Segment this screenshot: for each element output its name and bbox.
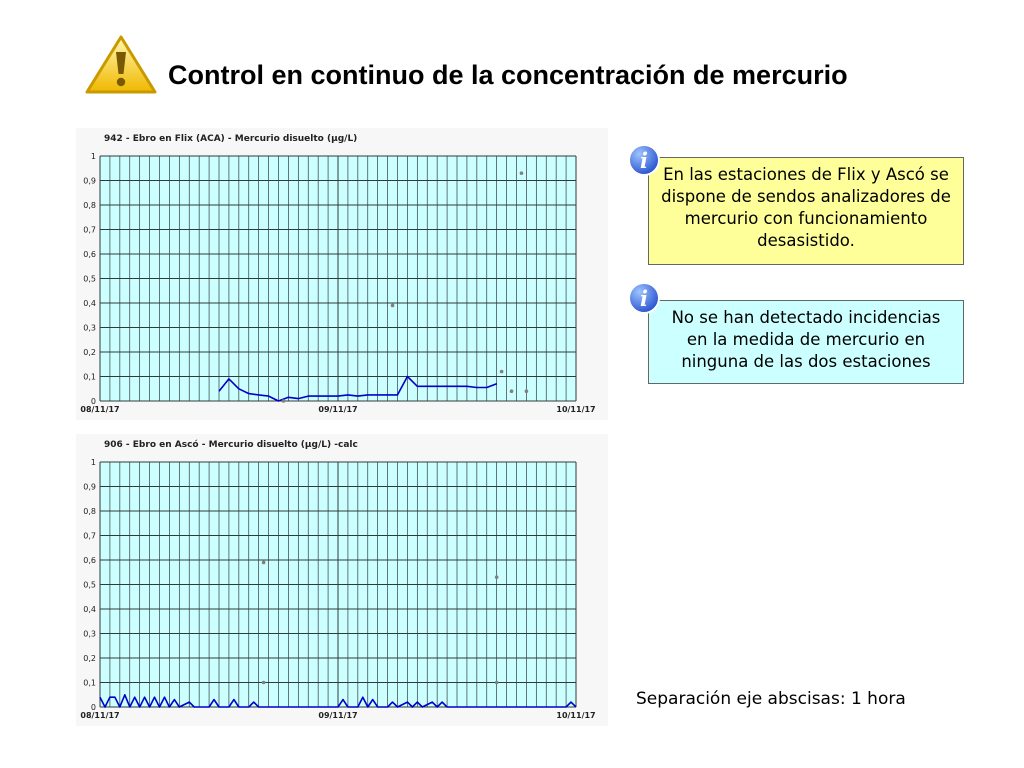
info-icon [627, 143, 661, 177]
chart-title: 942 - Ebro en Flix (ACA) - Mercurio disuelto (µg/L) [104, 134, 358, 144]
chart-asco [76, 434, 608, 726]
y-tick-label: 0,2 [83, 348, 96, 357]
data-point [282, 399, 286, 403]
y-tick-label: 0,1 [83, 678, 96, 688]
data-point [262, 561, 266, 565]
x-tick-label: 08/11/17 [80, 405, 120, 414]
data-point [495, 681, 499, 685]
info-box-text: En las estaciones de Flix y Ascó se dispone de sendos analizadores de mercurio con funcionamiento desasistido. [661, 165, 951, 250]
y-tick-label: 0,5 [83, 274, 96, 284]
data-point [525, 389, 529, 393]
y-tick-label: 0,8 [83, 507, 96, 516]
y-tick-label: 0 [90, 397, 96, 406]
y-tick-label: 0,2 [83, 654, 96, 663]
page-title: Control en continuo de la concentración de mercurio [168, 60, 848, 90]
data-point [262, 681, 266, 685]
svg-text:i: i [640, 148, 648, 173]
x-tick-label: 09/11/17 [318, 711, 358, 720]
y-tick-label: 1 [90, 152, 96, 161]
y-tick-label: 0,4 [83, 605, 96, 614]
y-tick-label: 0,1 [83, 372, 96, 382]
y-tick-label: 0,6 [83, 250, 96, 259]
info-box-text: No se han detectado incidencias en la medida de mercurio en ninguna de las dos estaciones [671, 308, 941, 371]
footnote: Separación eje abscisas: 1 hora [636, 689, 906, 709]
chart-title: 906 - Ebro en Ascó - Mercurio disuelto (µg/L) -calc [104, 440, 358, 450]
y-tick-label: 0,8 [83, 201, 96, 210]
data-point [520, 171, 524, 175]
y-tick-label: 1 [90, 458, 96, 467]
chart-flix [76, 128, 608, 420]
data-point [495, 575, 499, 579]
x-tick-label: 09/11/17 [318, 405, 358, 414]
data-point [510, 389, 514, 393]
y-tick-label: 0,7 [83, 225, 96, 235]
data-point [500, 370, 504, 374]
y-tick-label: 0,6 [83, 556, 96, 565]
info-box-analyzers [648, 157, 964, 265]
y-tick-label: 0 [90, 703, 96, 712]
y-tick-label: 0,4 [83, 299, 96, 308]
y-tick-label: 0,3 [83, 629, 96, 639]
y-tick-label: 0,7 [83, 531, 96, 541]
warning-icon [84, 34, 158, 96]
chart-asco-svg [76, 434, 608, 726]
x-tick-label: 10/11/17 [556, 711, 596, 720]
info-box-incidents [648, 300, 964, 384]
info-icon [627, 281, 661, 315]
y-tick-label: 0,9 [83, 176, 96, 186]
x-tick-label: 10/11/17 [556, 405, 596, 414]
y-tick-label: 0,9 [83, 482, 96, 492]
data-point [391, 304, 395, 308]
svg-text:i: i [640, 286, 648, 311]
x-tick-label: 08/11/17 [80, 711, 120, 720]
y-tick-label: 0,5 [83, 580, 96, 590]
chart-flix-svg [76, 128, 608, 420]
y-tick-label: 0,3 [83, 323, 96, 333]
